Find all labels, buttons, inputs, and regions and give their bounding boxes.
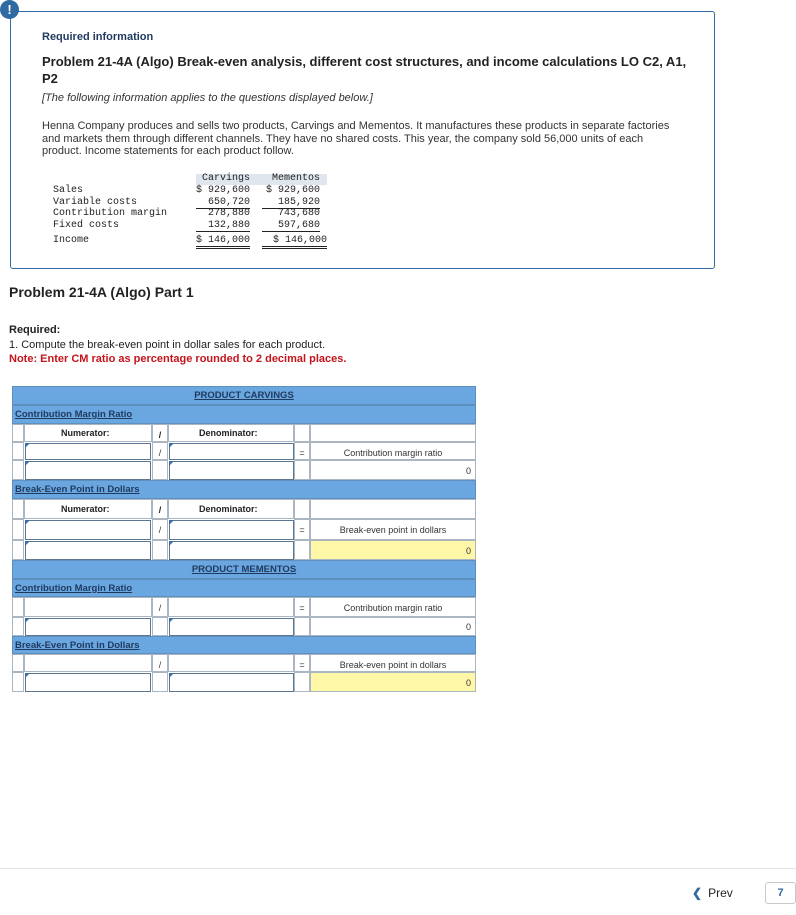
carvings-fixed-costs: 132,880 — [196, 220, 250, 232]
row-marker — [12, 499, 24, 519]
mementos-cm-numerator-value-input[interactable] — [25, 618, 151, 636]
bep-result-cell — [310, 540, 476, 560]
cm-ratio-denominator-label-input[interactable] — [169, 443, 294, 460]
equals-cell — [294, 460, 310, 480]
slash-cell — [152, 424, 168, 442]
mementos-contribution-margin: 743,680 — [277, 208, 320, 219]
row-marker — [12, 424, 24, 442]
denominator-header-cell — [168, 499, 294, 519]
equals-cell — [294, 519, 310, 540]
equals-cell — [294, 540, 310, 560]
mementos-sales: $ 929,600 — [265, 185, 320, 196]
prev-button[interactable] — [692, 886, 733, 900]
mementos-income: $ 146,000 — [262, 235, 327, 249]
product-mementos-title: PRODUCT MEMENTOS — [191, 564, 297, 575]
equals-symbol: = — [299, 525, 305, 535]
row-marker — [12, 442, 24, 460]
mementos-cm-denominator-label-cell[interactable] — [168, 597, 294, 617]
mementos-bep-result-value: 0 — [465, 678, 471, 688]
result-label-cell — [310, 654, 476, 672]
equals-header-cell — [294, 499, 310, 519]
mementos-fixed-costs: 597,680 — [262, 220, 320, 232]
bep-denominator-label-input[interactable] — [169, 520, 294, 540]
mementos-bep-denominator-value-input[interactable] — [169, 673, 294, 692]
row-marker — [12, 672, 24, 692]
slash-cell — [152, 617, 168, 636]
header-carvings: Carvings — [201, 173, 250, 184]
equals-symbol: = — [299, 603, 305, 613]
cm-ratio-denominator-value-input[interactable] — [169, 461, 294, 480]
row-marker — [12, 460, 24, 480]
carvings-contribution-margin: 278,880 — [207, 208, 250, 219]
equals-cell — [294, 672, 310, 692]
bep-result-value: 0 — [465, 546, 471, 556]
required-info-heading: Required information — [42, 31, 154, 43]
slash-cell — [152, 540, 168, 560]
equals-symbol: = — [299, 448, 305, 458]
numerator-header-cell — [24, 424, 152, 442]
denominator-label: Denominator: — [199, 504, 258, 514]
row-label-contribution-margin: Contribution margin — [53, 208, 168, 219]
row-label-fixed-costs: Fixed costs — [53, 220, 120, 231]
product-mementos-header — [12, 560, 476, 579]
product-carvings-title: PRODUCT CARVINGS — [194, 390, 294, 401]
footer-divider — [0, 868, 796, 869]
row-marker — [12, 540, 24, 560]
mementos-cm-ratio-result-label: Contribution margin ratio — [343, 603, 443, 613]
slash-symbol: / — [158, 430, 162, 440]
mementos-cm-ratio-result-cell — [310, 617, 476, 636]
product-carvings-header — [12, 386, 476, 405]
mementos-bep-numerator-label-cell[interactable] — [24, 654, 152, 672]
mementos-cm-denominator-value-input[interactable] — [169, 618, 294, 636]
bep-section-label: Break-Even Point in Dollars — [15, 484, 140, 495]
equals-cell — [294, 442, 310, 460]
header-mementos: Mementos — [271, 173, 320, 184]
cm-ratio-section-header — [12, 405, 476, 424]
equals-cell — [294, 617, 310, 636]
numerator-header-cell — [24, 499, 152, 519]
mementos-cm-numerator-label-cell[interactable] — [24, 597, 152, 617]
carvings-sales: $ 929,600 — [196, 185, 251, 196]
slash-symbol: / — [158, 448, 162, 458]
mementos-variable-costs: 185,920 — [262, 197, 320, 209]
slash-cell — [152, 597, 168, 617]
cm-ratio-result-label: Contribution margin ratio — [343, 448, 443, 458]
slash-cell — [152, 654, 168, 672]
slash-symbol: / — [158, 660, 162, 670]
mementos-bep-denominator-label-cell[interactable] — [168, 654, 294, 672]
mementos-bep-result-label: Break-even point in dollars — [339, 660, 447, 670]
mementos-bep-numerator-value-input[interactable] — [25, 673, 151, 692]
mementos-cm-ratio-section-label: Contribution Margin Ratio — [15, 583, 133, 594]
slash-cell — [152, 519, 168, 540]
carvings-variable-costs: 650,720 — [196, 197, 250, 209]
slash-cell — [152, 460, 168, 480]
mementos-bep-result-cell — [310, 672, 476, 692]
chevron-left-icon: ❮ — [692, 886, 703, 900]
cm-ratio-numerator-value-input[interactable] — [25, 461, 151, 480]
row-marker — [12, 519, 24, 540]
slash-symbol: / — [158, 505, 162, 515]
equals-header-cell — [294, 424, 310, 442]
bep-numerator-value-input[interactable] — [25, 541, 151, 560]
cm-ratio-numerator-label-input[interactable] — [25, 443, 151, 460]
row-marker — [12, 617, 24, 636]
slash-symbol: / — [158, 525, 162, 535]
result-header-cell — [310, 424, 476, 442]
slash-cell — [152, 442, 168, 460]
bep-section-header — [12, 480, 476, 499]
problem-paragraph: Henna Company produces and sells two products, Carvings and Mementos. It manufactures these products in separate factories and markets them through different channels. They have no shared costs. This year, the company sold 56,000 units of each product. Income statements for each product follow. — [42, 120, 670, 157]
row-marker — [12, 597, 24, 617]
result-label-cell — [310, 442, 476, 460]
applies-note: [The following information applies to the questions displayed below.] — [42, 92, 373, 104]
equals-cell — [294, 597, 310, 617]
problem-title: Problem 21-4A (Algo) Break-even analysis, different cost structures, and income calculations LO C2, A1, P2 — [42, 54, 687, 86]
row-label-income: Income — [53, 235, 90, 246]
required-text: 1. Compute the break-even point in dollar sales for each product. — [9, 339, 326, 351]
bep-denominator-value-input[interactable] — [169, 541, 294, 560]
result-label-cell — [310, 519, 476, 540]
cm-ratio-result-cell — [310, 460, 476, 480]
part-title: Problem 21-4A (Algo) Part 1 — [9, 284, 194, 300]
prev-label: Prev — [708, 886, 733, 900]
denominator-header-cell — [168, 424, 294, 442]
carvings-income: $ 146,000 — [196, 235, 250, 249]
required-label: Required: — [9, 324, 61, 336]
result-label-cell — [310, 597, 476, 617]
bep-numerator-label-input[interactable] — [25, 520, 151, 540]
denominator-label: Denominator: — [199, 428, 258, 438]
slash-cell — [152, 499, 168, 519]
mementos-bep-section-label: Break-Even Point in Dollars — [15, 640, 140, 651]
numerator-label: Numerator: — [61, 428, 110, 438]
slash-cell — [152, 672, 168, 692]
cm-ratio-section-label: Contribution Margin Ratio — [15, 409, 133, 420]
row-label-sales: Sales — [53, 185, 84, 196]
note-text: Note: Enter CM ratio as percentage rounded to 2 decimal places. — [9, 353, 347, 365]
cm-ratio-result-value: 0 — [465, 466, 471, 476]
bep-result-label: Break-even point in dollars — [339, 525, 447, 535]
result-header-cell — [310, 499, 476, 519]
mementos-bep-section-header — [12, 636, 476, 654]
mementos-cm-ratio-result-value: 0 — [465, 622, 471, 632]
equals-symbol: = — [299, 660, 305, 670]
row-marker — [12, 654, 24, 672]
numerator-label: Numerator: — [61, 504, 110, 514]
equals-cell — [294, 654, 310, 672]
alert-icon: ! — [0, 0, 19, 19]
slash-symbol: / — [158, 603, 162, 613]
row-label-variable-costs: Variable costs — [53, 197, 138, 208]
mementos-cm-ratio-section-header — [12, 579, 476, 597]
page-number-button[interactable]: 7 — [765, 882, 796, 904]
